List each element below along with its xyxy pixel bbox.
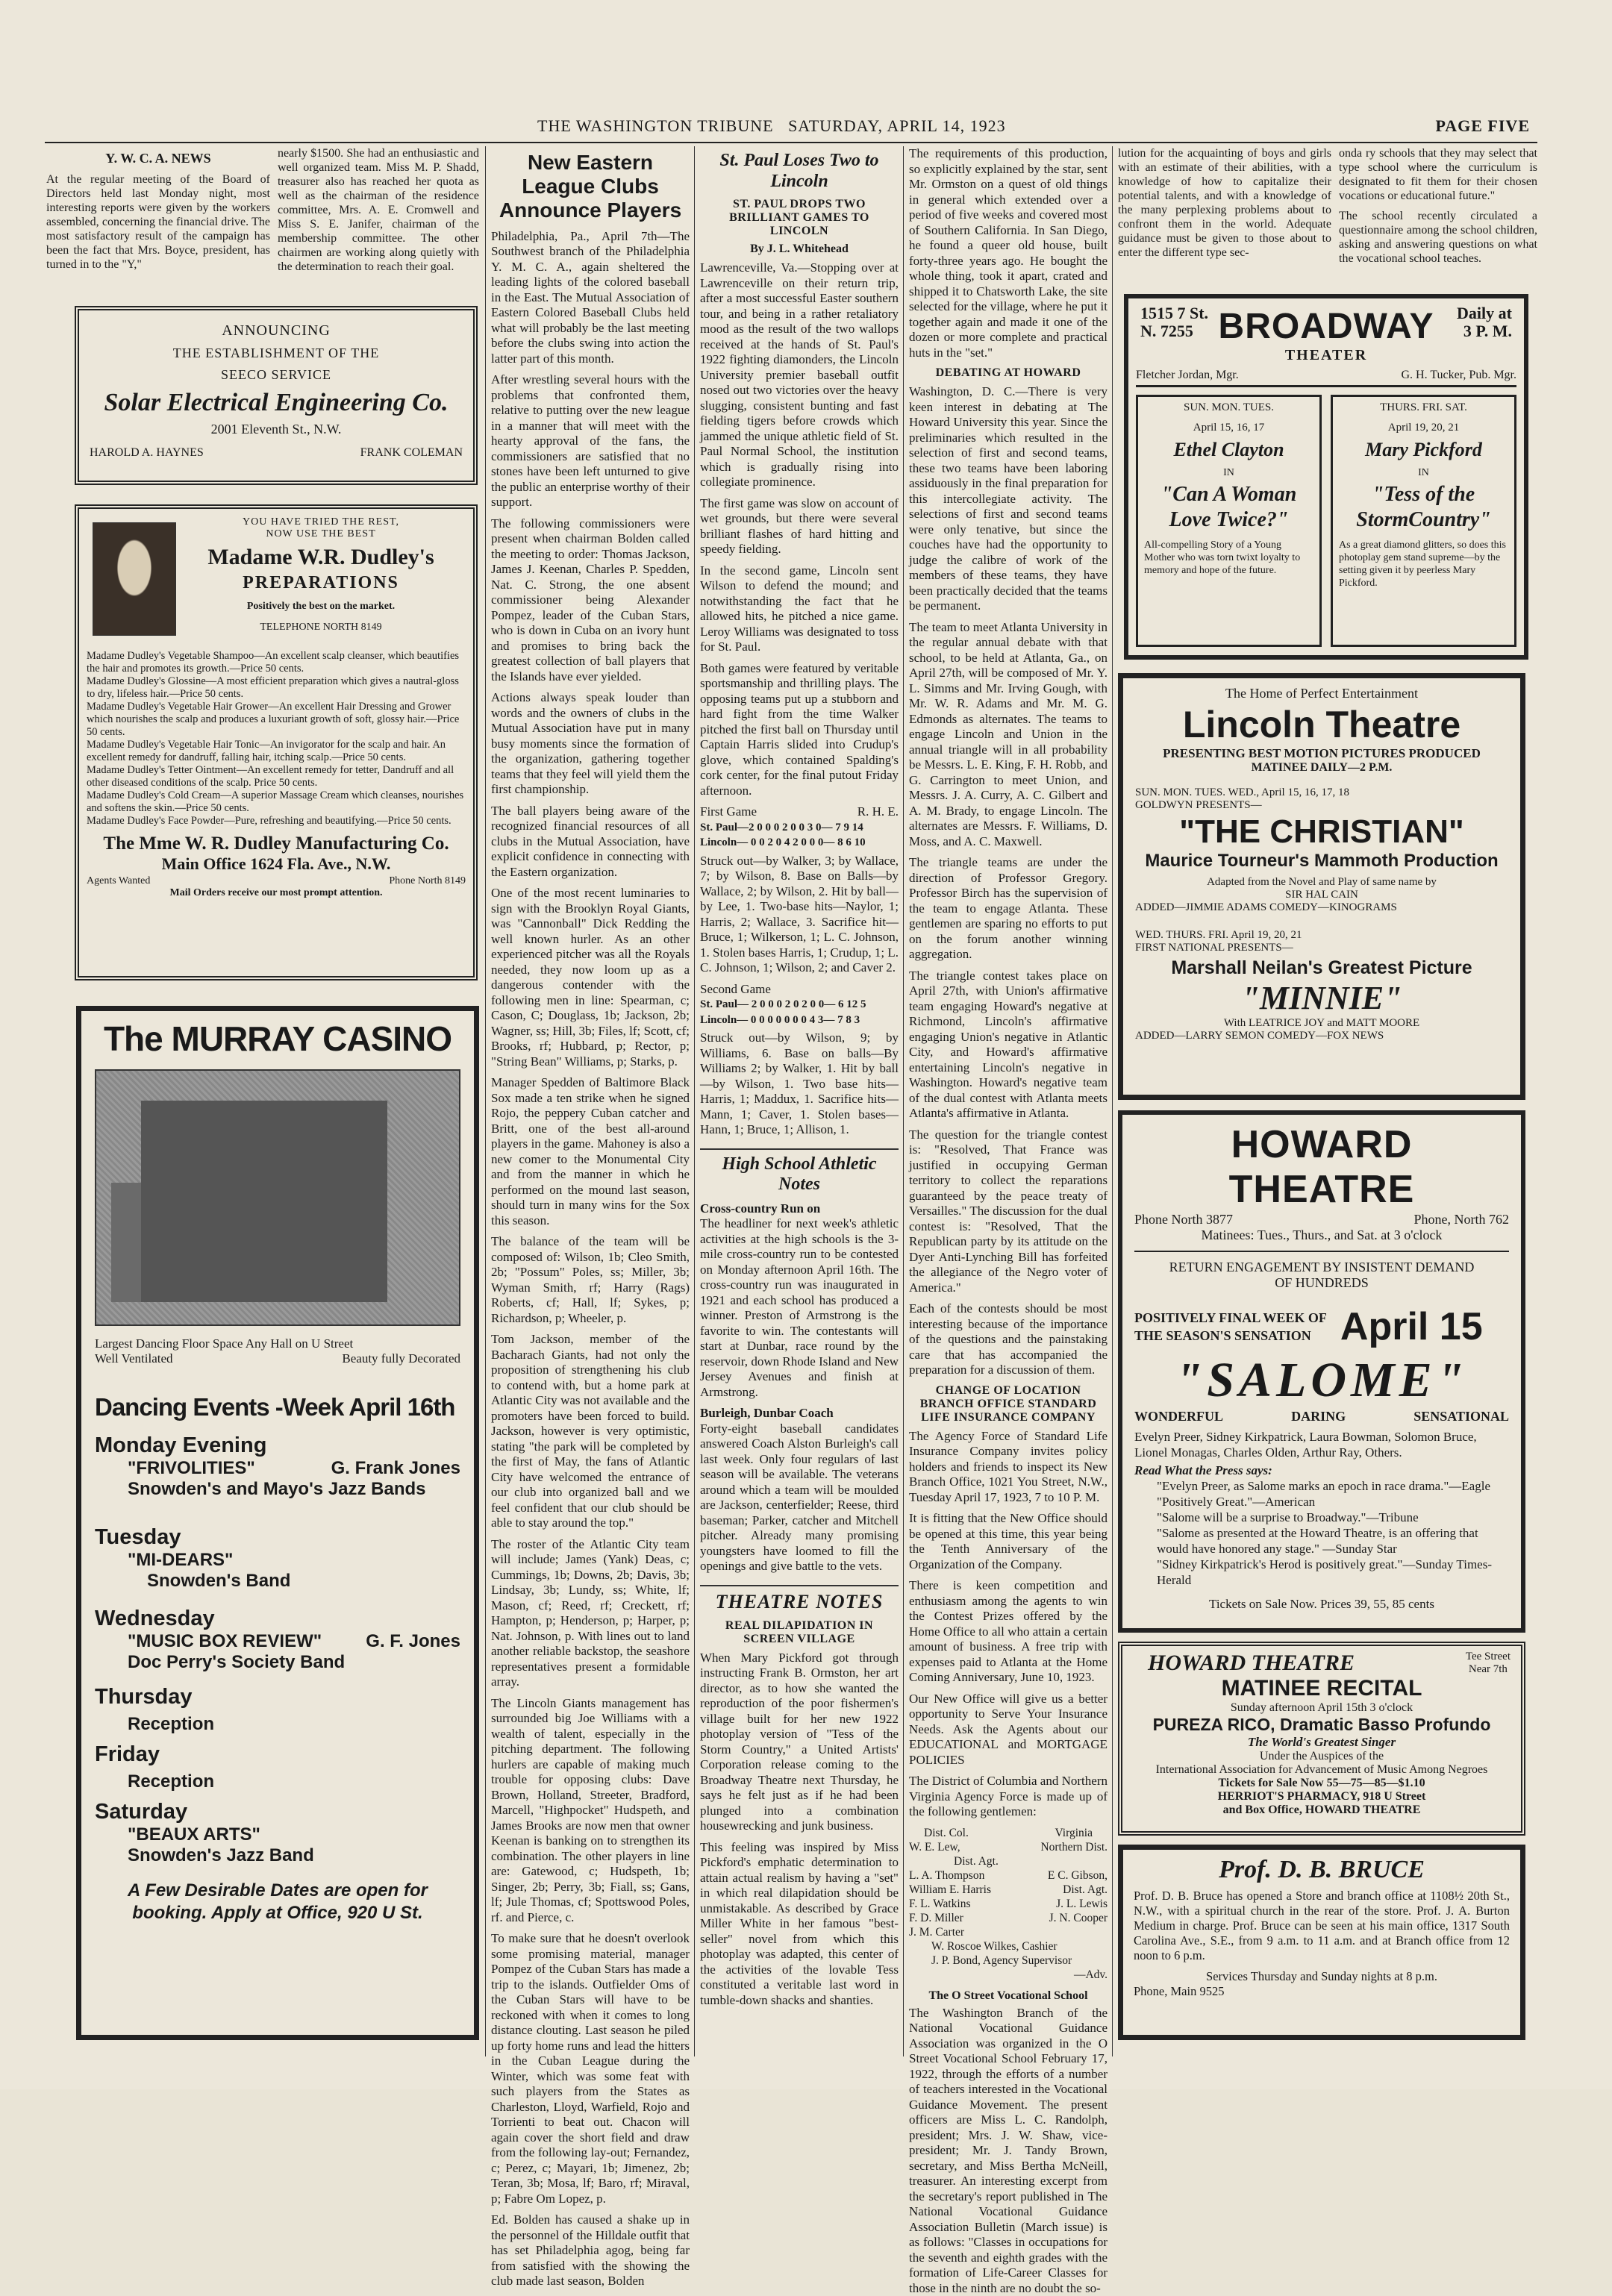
howard-quotes [1134, 1478, 1509, 1588]
event-host: G. Frank Jones [331, 1458, 460, 1479]
address-line: 1515 7 St. [1140, 304, 1208, 322]
rhe-label: R. H. E. [857, 804, 899, 820]
bill-right [1331, 395, 1516, 647]
vocational-paragraph: The school recently circulated a questionnaire among the school children, asking and answering questions on what the vocational school teaches. [1339, 209, 1537, 266]
howard-tickets: Tickets on Sale Now. Prices 39, 55, 85 cents [1134, 1597, 1509, 1612]
location-line: Tee Street [1466, 1651, 1511, 1663]
lincoln-film: "THE CHRISTIAN" [1135, 813, 1508, 851]
bruce-paragraph: Prof. D. B. Bruce has opened a Store and branch office at 1108½ 20th St., N.W., with a spiritual church in the rear of the store. Prof. J. A. Burton Medium in charge. Prof. Bruce can be seen at his main office, 1317 South Carolina Ave., S.E., from 9 a.m. to 11 a.m. and at Branch office from 12 noon to 6 p.m. [1134, 1889, 1510, 1963]
lincoln-added: ADDED—JIMMIE ADAMS COMEDY—KINOGRAMS [1135, 901, 1508, 914]
league-paragraph: The roster of the Atlantic City team will include; James (Yank) Deas, c; Cummings, 1b; Downs, 2b; Davis, 3b; Lindsay, 3b; Lundy, ss; White, lf; Mason, cf; Reed, rf; Creckett, rf; Hampton, p; Henderson, p; Harper, p; Nat. Johnson, p. With lines out to land another reliable backstop, the seashore representatives present a formidable array. [491, 1537, 690, 1690]
murray-caption: Beauty fully Decorated [342, 1351, 460, 1366]
insurance-paragraph: It is fitting that the New Office should be opened at this time, this year being the Tenth Anniversary of the Organization of the Company. [909, 1511, 1108, 1572]
debate-column [909, 146, 1108, 2056]
recital-theatre: HOWARD THEATRE [1133, 1651, 1355, 1676]
agent-name: William E. Harris [909, 1883, 991, 1897]
broadway-address [1140, 304, 1208, 340]
event-day: Monday Evening [95, 1433, 460, 1458]
event-day: Thursday [95, 1685, 460, 1710]
box-score-summary: Struck out—by Wilson, 9; by Williams, 6. Base on balls—By Williams 2; by Walker, 1. Hit by ball—by Wilson, 1. Two base hits—Harris, 1; Maddux, 1. Sacrifice hits—Mann, 1; Caver, 1. Stolen bases—Hann, 1; Bruce, 1; Allison, 1. [700, 1030, 899, 1138]
bill-film: "Can A Woman Love Twice?" [1144, 482, 1313, 533]
stpaul-headline: St. Paul Loses Two to Lincoln [700, 151, 899, 192]
agent-name: W. Roscoe Wilkes, Cashier [909, 1939, 1108, 1954]
howard-film: "SALOME" [1134, 1352, 1509, 1409]
dudley-agents: Agents Wanted [87, 875, 150, 887]
howard-theatre-ad [1118, 1110, 1525, 1633]
portrait-photo [93, 522, 176, 636]
agent-name: W. E. Lew, [909, 1840, 960, 1854]
lincoln-author: SIR HAL CAIN [1135, 889, 1508, 901]
dudley-name: Madame W.R. Dudley's [176, 545, 466, 570]
howard-press-intro: Read What the Press says: [1134, 1463, 1509, 1478]
agent-name: F. L. Watkins [909, 1897, 970, 1911]
manager: Fletcher Jordan, Mgr. [1136, 369, 1239, 382]
divider [1134, 1251, 1509, 1252]
insurance-headline: CHANGE OF LOCATION BRANCH OFFICE STANDARD LIFE INSURANCE COMPANY [909, 1384, 1108, 1424]
event-title: "MI-DEARS" [95, 1550, 460, 1571]
ywca-news-left [46, 146, 270, 295]
column-rule [694, 146, 695, 2056]
divider [700, 1148, 899, 1150]
box-score-summary: Struck out—by Walker, 3; by Wallace, 7; by Wilson, 8. Base on Balls—by Wallace, 2; by Wilson, 2. Hit by ball—by Lee, 1. Two-base hits—Naylor, 1; Harris, 2; Wallace, 3. Sacrifice hit—Bruce, 1; Wilkerson, 1; L. C. Johnson, 1. Stolen bases Harris, 1; Crudup, 1; L. C. Johnson, 1; Wilson, 2; and Caver 2. [700, 854, 899, 976]
agent-name: L. A. Thompson [909, 1868, 984, 1883]
masthead-line: THE WASHINGTON TRIBUNE SATURDAY, APRIL 14, 1923 [537, 116, 1006, 136]
stpaul-paragraph: Both games were featured by veritable sportsmanship and thrilling plays. The opposing teams put up a stubborn and hard fight from the time Walker pitched the first ball on Thursday until Captain Harris slided into Crudup's glove, which contained Spalding's cork center, for the final putout Friday afternoon. [700, 661, 899, 799]
adjective: DARING [1291, 1409, 1346, 1424]
dudley-tagline: NOW USE THE BEST [176, 528, 466, 540]
roster-row [909, 1826, 1108, 1840]
press-quote: "Salome as presented at the Howard Theatre, is an offering that would have honored any stage." —Sunday Star [1157, 1525, 1509, 1557]
theatre-notes-headline: THEATRE NOTES [700, 1591, 899, 1613]
page-header [45, 112, 1537, 143]
dudley-telephone: TELEPHONE NORTH 8149 [176, 622, 466, 634]
stpaul-paragraph: The first game was slow on account of wet grounds, but there were several brilliant flashes of hard hitting and speedy fielding. [700, 496, 899, 557]
roster-row [909, 1897, 1108, 1911]
lincoln-added: ADDED—LARRY SEMON COMEDY—FOX NEWS [1135, 1030, 1508, 1042]
event-title: "MUSIC BOX REVIEW" [128, 1631, 322, 1652]
insurance-paragraph: There is keen competition and enthusiasm among the agents to win the Contest Prizes offered by the Home Office to all who attain a certain amount of business. A free trip with expenses paid to Atlanta at the Home Coming Anniversary, June 10, 1923. [909, 1578, 1108, 1686]
recital-tickets: Tickets for Sale Now 55—75—85—$1.10 [1133, 1777, 1511, 1790]
event-host: G. F. Jones [366, 1631, 460, 1652]
event-row [95, 1458, 460, 1479]
league-paragraph: The ball players being aware of the recognized financial resources of all clubs in the Mutual Association, have explicit confidence in connecting with the Eastern organization. [491, 804, 690, 880]
howard-final [1134, 1309, 1327, 1345]
location-line: Near 7th [1466, 1663, 1511, 1676]
dudley-product: Madame Dudley's Glossine—A most efficient preparation which gives a nautral-gloss to dry, lifeless hair.—Price 50 cents. [87, 675, 466, 701]
bruce-services: Services Thursday and Sunday nights at 8 p.m. [1134, 1969, 1510, 1984]
press-quote: "Salome will be a surprise to Broadway."—Tribune [1157, 1510, 1509, 1525]
howard-matinees: Matinees: Tues., Thurs., and Sat. at 3 o'clock [1134, 1227, 1509, 1243]
lincoln-first-national: FIRST NATIONAL PRESENTS— [1135, 942, 1508, 954]
league-paragraph: Tom Jackson, member of the Bacharach Giants, had not only the proposition of strengthening his club to contend with, but a home park at Atlantic City was not available and the promoters have been forced to build. Jackson, however is very optimistic, stating "the park will be completed by the first of May, the fans of Atlantic City have welcomed the entrance of our club into organized ball and we feel confident that our club should be able to stay around the top." [491, 1332, 690, 1531]
bruce-ad [1118, 1845, 1525, 2040]
event-band: Snowden's Jazz Band [95, 1845, 460, 1866]
event-band: Snowden's Band [95, 1571, 460, 1592]
bill-in: IN [1144, 467, 1313, 479]
vocational-continued-left [1118, 146, 1331, 295]
adv-mark: —Adv. [909, 1968, 1108, 1982]
ywca-paragraph: At the regular meeting of the Board of Directors held last Monday night, most interesting reports were given by the workers assembled, concerning the financial drive. The most satisfactory result of the campaign has been the fact that Mrs. Boyce, president, has turned in to the "Y," [46, 172, 270, 272]
hs-headline: High School Athletic Notes [700, 1154, 899, 1195]
seeco-ad [75, 306, 478, 485]
murray-caption: Largest Dancing Floor Space Any Hall on U Street [95, 1336, 460, 1351]
insurance-paragraph: The Agency Force of Standard Life Insurance Company invites policy holders and friends to inspect its New Branch Office, 1021 You Street, N.W., Tuesday April 17, 1923, 7 to 10 P. M. [909, 1429, 1108, 1506]
insurance-paragraph: The District of Columbia and Northern Virginia Agency Force is made up of the following gentlemen: [909, 1774, 1108, 1820]
event-title: "FRIVOLITIES" [128, 1458, 255, 1479]
agent-title: Dist. Agt. [909, 1854, 1108, 1868]
adjective: SENSATIONAL [1413, 1409, 1509, 1424]
lincoln-matinee: MATINEE DAILY—2 P.M. [1135, 761, 1508, 775]
league-paragraph: Philadelphia, Pa., April 7th—The Southwest branch of the Philadelphia Y. M. C. A., again sheltered the leading lights of the colored baseball in the East. The Mutual Association of Eastern Colored Baseball Clubs held what will probably be the last meeting before the clubs swing into action the latter part of this month. [491, 229, 690, 367]
league-paragraph: The balance of the team will be composed of: Wilson, 1b; Cleo Smith, 2b; "Possum" Poles, ss; Miller, 3b; Wyman Smith, rf; Harry (Rags) Roberts, cf; Hall, lf; Sykes, p; Richardson, p; Wheeler, p. [491, 1234, 690, 1326]
agency-roster [909, 1826, 1108, 1982]
dudley-product: Madame Dudley's Vegetable Hair Grower—An excellent Hair Dressing and Grower which nourishes the scalp and produces a luxuriant growth of soft, glossy hair.—Price 50 cents. [87, 701, 466, 739]
murray-caption: Well Ventilated [95, 1351, 173, 1366]
event-title: Reception [95, 1714, 460, 1735]
box-score-header [700, 804, 899, 820]
dudley-product: Madame Dudley's Cold Cream—A superior Massage Cream which cleanses, nourishes and softens the skin.—Price 50 cents. [87, 789, 466, 815]
recital-under: Under the Auspices of the [1133, 1750, 1511, 1763]
league-paragraph: One of the most recent luminaries to sign with the Brooklyn Royal Giants, was "Cannonball" Dick Redding the well known hurler. As an other experienced pitcher was all the Royals needed, they now loom up as a dangerous contender with the following men in line: Spearman, c; Cason, C; Douglass, 1b; Jackson, 2b; Wagner, ss; Hill, 3b; Files, lf; Scott, cf; Brooks, rf; Hubbard, p; Rector, p; "String Bean" Williams, p; Starks, p. [491, 886, 690, 1069]
box-score-line: Lincoln— 0 0 2 0 4 2 0 0 0— 8 6 10 [700, 835, 899, 851]
lincoln-name: Lincoln Theatre [1135, 703, 1508, 746]
bill-in: IN [1339, 467, 1508, 479]
lincoln-cast: With LEATRICE JOY and MATT MOORE [1135, 1017, 1508, 1030]
recital-pharmacy: HERRIOT'S PHARMACY, 918 U Street [1133, 1790, 1511, 1804]
debate-paragraph: Washington, D. C.—There is very keen interest in debating at The Howard University this year. Since the preliminaries which resulted in the selection of first and second teams, these two teams have been laboring assiduously in the final preparation for this intercollegiate activity. The selections of first and second teams were only tenative, but since the couches have had the opportunity to judge the calibre of work of the members of these teams, they have been practically decided that the teams be permanent. [909, 384, 1108, 614]
agent-name: E C. Gibson, [1048, 1868, 1108, 1883]
lincoln-goldwyn: GOLDWYN PRESENTS— [1135, 799, 1508, 812]
event-day: Friday [95, 1742, 460, 1767]
roster-row [909, 1883, 1108, 1897]
event-day: Wednesday [95, 1607, 460, 1631]
broadway-sub: THEATER [1136, 347, 1516, 364]
lincoln-days: SUN. MON. TUES. WED., April 15, 16, 17, 18 [1135, 786, 1508, 799]
dudley-company: The Mme W. R. Dudley Manufacturing Co. [87, 833, 466, 854]
bill-star: Mary Pickford [1339, 439, 1508, 461]
lincoln-neilan: Marshall Neilan's Greatest Picture [1135, 957, 1508, 979]
dudley-product: Madame Dudley's Vegetable Shampoo—An excellent scalp cleanser, which beautifies the hair and promotes its growth.—Price 50 cents. [87, 650, 466, 675]
vocational-headline: The O Street Vocational School [909, 1989, 1108, 2003]
event-band: Snowden's and Mayo's Jazz Bands [95, 1479, 460, 1500]
dudley-heading [176, 516, 466, 634]
ywca-paragraph: nearly $1500. She had an enthusiastic and well organized team. Miss M. P. Shadd, treasurer also has reached her quota as well as the chairman of the residence committee, Mrs. A. E. Cromwell and Miss S. E. Janifer, chairman of the membership committee. The other chairmen are working along quietly with the determination to reach their goal. [278, 146, 479, 274]
dudley-mail: Mail Orders receive our most prompt attention. [87, 887, 466, 899]
debate-paragraph: The triangle teams are under the direction of Professor Gregory. Professor Birch has the supervision of the team to engage Atlanta. These gentlemen are sparing no efforts to put on the forum another winning aggregation. [909, 855, 1108, 963]
seeco-address: 2001 Eleventh St., N.W. [90, 422, 463, 437]
murray-casino-ad [76, 1006, 479, 2040]
agent-title: Dist. Agt. [1063, 1883, 1108, 1897]
lincoln-adapted: Adapted from the Novel and Play of same name by [1135, 876, 1508, 889]
league-headline: New Eastern League Clubs Announce Players [491, 151, 690, 223]
bill-dates: April 19, 20, 21 [1339, 422, 1508, 434]
press-quote: "Sidney Kirkpatrick's Herod is positively great."—Sunday Times-Herald [1157, 1557, 1509, 1588]
insurance-paragraph: Our New Office will give us a better opportunity to Serve Your Insurance Needs. Ask the Agents about our EDUCATIONAL and MORTGAGE POLICIES [909, 1692, 1108, 1768]
broadway-ad [1124, 294, 1528, 660]
building-shape [141, 1101, 387, 1302]
broadway-name: BROADWAY [1136, 306, 1516, 347]
bill-days: SUN. MON. TUES. [1144, 401, 1313, 414]
debate-paragraph: The triangle contest takes place on April 27th, with Union's affirmative team engaging Howard's negative at Richmond, Lincoln's affirmative engaging Union's negative in Atlantic City, and Howard's affirmative entertaining Lincoln's negative in Washington. Howard's negative team of the dual contest with Atlanta meets Atlanta's affirmative in Atlanta. [909, 969, 1108, 1122]
howard-return: OF HUNDREDS [1134, 1275, 1509, 1291]
debate-headline: DEBATING AT HOWARD [909, 366, 1108, 380]
recital-singer: PUREZA RICO, Dramatic Basso Profundo [1133, 1715, 1511, 1735]
roster-row [909, 1868, 1108, 1883]
agent-name: J. N. Cooper [1049, 1911, 1108, 1925]
event-row [95, 1631, 460, 1652]
seeco-owner: FRANK COLEMAN [360, 446, 463, 460]
dudley-footer [87, 875, 466, 887]
stpaul-byline: By J. L. Whitehead [700, 243, 899, 256]
page-number: PAGE FIVE [1435, 116, 1530, 136]
bill-dates: April 15, 16, 17 [1144, 422, 1313, 434]
showtime-line: Daily at [1457, 304, 1512, 322]
adjective: WONDERFUL [1134, 1409, 1223, 1424]
howard-phone: Phone North 3877 [1134, 1212, 1233, 1227]
roster-row [909, 1840, 1108, 1854]
bruce-name: Prof. D. B. BRUCE [1134, 1856, 1510, 1884]
hs-subhead: Cross-country Run on [700, 1201, 899, 1217]
theatre-paragraph: This feeling was inspired by Miss Pickford's emphatic determination to attain actual realism by having a "set" in which real dilapidation should be unmistakable. As described by Grace Miller White in her famous "best-seller" novel from which this photoplay was adapted, this center of the activities of the lovable Tess constituted a veritable last word in tumble-down shacks and shanties. [700, 1840, 899, 2009]
stpaul-paragraph: In the second game, Lincoln sent Wilson to defend the mound; and notwithstanding the fact that he allowed hits, he pitched a nice game. Leroy Williams was designated to toss for St. Paul. [700, 563, 899, 655]
murray-booking: A Few Desirable Dates are open for booking. Apply at Office, 920 U St. [95, 1880, 460, 1924]
ywca-title: Y. W. C. A. NEWS [46, 151, 270, 166]
manager: G. H. Tucker, Pub. Mgr. [1402, 369, 1517, 382]
league-paragraph: After wrestling several hours with the problems that confronted them, relative to putting over the new league in a manner that will meet with the hearty approval of the fans, the commissioners are satisfied that no stones have been left unturned to give the public an enterprise worthy of their support. [491, 372, 690, 510]
hs-subhead: Burleigh, Dunbar Coach [700, 1406, 899, 1421]
eastern-league-article [491, 146, 690, 2056]
divider [700, 1585, 899, 1586]
event-day: Tuesday [95, 1525, 460, 1550]
dudley-office: Main Office 1624 Fla. Ave., N.W. [87, 854, 466, 874]
debate-paragraph: The question for the triangle contest is: "Resolved, That France was justified in occupying German territory to collect the reparations guaranteed by the peace treaty of Versailles." The discussion for the dual contest is: "Resolved, That the Republican party by its attitude on the Dyer Anti-Lynching Bill has forfeited the allegiance of the Negro voter of America." [909, 1127, 1108, 1296]
broadway-bill [1136, 395, 1516, 647]
broadway-showtime [1457, 304, 1512, 340]
game-label: Second Game [700, 982, 899, 998]
address-line: N. 7255 [1140, 322, 1208, 340]
game-label: First Game [700, 804, 757, 820]
recital-boxoffice: and Box Office, HOWARD THEATRE [1133, 1804, 1511, 1817]
broadway-managers [1136, 369, 1516, 387]
hs-paragraph: Forty-eight baseball candidates answered Coach Alston Burleigh's call last week. Only four regulars of last season will be available. The veterans around which a team will be moulded are Jackson, centerfielder; Reese, third baseman; Parker, catcher and Mitchell pitcher. Already many promising youngsters have loomed to fill the openings and give battle to the vets. [700, 1421, 899, 1574]
murray-events-title: Dancing Events -Week April 16th [95, 1393, 460, 1421]
dudley-product: Madame Dudley's Vegetable Hair Tonic—An invigorator for the scalp and hair. An excellent remedy for dandruff, falling hair, itching scalp.—Price 50 cents. [87, 739, 466, 764]
seeco-company-name: Solar Electrical Engineering Co. [90, 389, 463, 417]
agent-title: Northern Dist. [1040, 1840, 1108, 1854]
howard-name: HOWARD THEATRE [1134, 1122, 1509, 1212]
bill-description: All-compelling Story of a Young Mother who was torn twixt loyalty to memory and hope of the future. [1144, 539, 1313, 577]
seeco-service: SEECO SERVICE [90, 367, 463, 383]
league-paragraph: The Lincoln Giants management has surrounded big Joe Williams with a wealth of talent, especially in the pitching department. The following hurlers are capable of making much trouble for opposing clubs: Dave Brown, Holland, Streeter, Bradford, Marcell, "Highpocket" Hudspeth, and James Brooks are now men that owner Keenan is banking on to strengthen its combination. The other players in line are: Gatewood, c; Hudspeth, 1b; Singer, 2b; Perry, 3b; Fiall, ss; Gans, lf; Jule Thomas, cf; Spottswood Poles, rf. and Pierce, c. [491, 1696, 690, 1926]
howard-adjectives [1134, 1409, 1509, 1424]
building-shape [111, 1183, 141, 1302]
recital-title: MATINEE RECITAL [1133, 1676, 1511, 1701]
league-paragraph: The following commissioners were present when chairman Bolden called the meeting to order: Thomas Jackson, James J. Keenan, Charles P. Spedden, Nat. C. Strong, the one absent commissioner being Alexander Pompez, leader of the Cuban Stars, who is down in Cuba on an ivory hunt and promises to bring back the greatest collection of ball players that the Islands have ever yielded. [491, 516, 690, 685]
lincoln-film: "MINNIE" [1135, 979, 1508, 1017]
agent-name: J. L. Lewis [1056, 1897, 1108, 1911]
lincoln-presenting: PRESENTING BEST MOTION PICTURES PRODUCED [1135, 746, 1508, 761]
press-quote: "Evelyn Preer, as Salome marks an epoch in race drama."—Eagle [1157, 1478, 1509, 1494]
event-title: "BEAUX ARTS" [95, 1824, 460, 1845]
howard-date: April 15 [1340, 1304, 1483, 1349]
column-rule [1112, 146, 1113, 2056]
event-day: Saturday [95, 1800, 460, 1824]
stpaul-paragraph: Lawrenceville, Va.—Stopping over at Lawrenceville on their return trip, after a most successful Easter southern tour, and being in a rather retaliatory mood as the result of the two wallops received at the hands of St. Paul's 1922 fighting diamonders, the Lincoln University premier baseball outfit nosed out two victories over the heavy slugging, consistent bunting and fast fielding tigers before crowds which jammed the unique athletic field of St. Paul Normal School, the institution which is gradually rising into collegiate prominence. [700, 260, 899, 490]
howard-cast: Evelyn Preer, Sidney Kirkpatrick, Laura Bowman, Solomon Bruce, Lionel Monagas, Charles Olden, Arthur Ray, Others. [1134, 1429, 1509, 1460]
lincoln-production: Maurice Tourneur's Mammoth Production [1135, 851, 1508, 872]
dudley-product-list [87, 650, 466, 828]
box-score-line: St. Paul— 2 0 0 0 2 0 2 0 0— 6 12 5 [700, 997, 899, 1013]
howard-phones [1134, 1212, 1509, 1227]
event-title: Reception [95, 1771, 460, 1792]
column-rule [485, 146, 486, 2056]
lincoln-days: WED. THURS. FRI. April 19, 20, 21 [1135, 929, 1508, 942]
league-paragraph: To make sure that he doesn't overlook some promising material, manager Pompez of the Cuban Stars has made a trip to the islands. Outfielder Oms of the Cuban Stars will have to be reckoned with when it comes to long distance clouting. Last season he piled up forty home runs and lead the hitters in the Cuban League during the Winter, which was some feat with such players from the States as Charleston, Lloyd, Warfield, Rojo and Torrienti to beat out. Chacon will again cover the short field and draw from the following lay-out; Fernandez, c; Perez, c; Mayari, 1b; Jimenez, 2b; Teran, 3b; Mosa, lf; Baro, rf; Miraval, p; Fabre Om Lopez, p. [491, 1931, 690, 2206]
seeco-line: THE ESTABLISHMENT OF THE [90, 345, 463, 361]
league-paragraph: Manager Spedden of Baltimore Black Sox made a ten strike when he signed Rojo, the peppery Cuban catcher and Britt, one of the best all-around players in the game. Mahoney is also a new comer to the Monumental City and from the manner in which he performed on the mound last season, should turn in many wins for the Sox this season. [491, 1075, 690, 1228]
seeco-owner: HAROLD A. HAYNES [90, 446, 204, 460]
dudley-tagline: YOU HAVE TRIED THE REST, [176, 516, 466, 528]
dudley-preparations: PREPARATIONS [176, 573, 466, 593]
debate-paragraph: Each of the contests should be most interesting because of the importance of the questions and the painstaking care that has accompanied the preparation for a discussion of them. [909, 1301, 1108, 1378]
final-line: POSITIVELY FINAL WEEK OF [1134, 1309, 1327, 1327]
ywca-news-right [278, 146, 479, 295]
final-line: THE SEASON'S SENSATION [1134, 1327, 1327, 1345]
bill-film: "Tess of the StormCountry" [1339, 482, 1508, 533]
howard-phone: Phone, North 762 [1414, 1212, 1510, 1227]
bill-left [1136, 395, 1322, 647]
vocational-continued-right [1339, 146, 1537, 295]
theatre-paragraph: The requirements of this production, so explicitly explained by the star, sent Mr. Ormston on a quest of old things in general which extended over a period of five weeks and covered most of Southern California. In San Diego, he found a queer old house, built forty-three years ago. He bought the whole thing, took it apart, crated and shipped it to Chatsworth Lake, the site selected for the village, where he put it together again and made it one of the dozen or more complete and practical huts in the "set." [909, 146, 1108, 360]
box-score-line: St. Paul—2 0 0 0 2 0 0 3 0— 7 9 14 [700, 820, 899, 836]
recital-when: Sunday afternoon April 15th 3 o'clock [1133, 1701, 1511, 1715]
stpaul-subhead: ST. PAUL DROPS TWO BRILLIANT GAMES TO LINCOLN [700, 198, 899, 238]
column-rule [903, 146, 904, 2056]
theatre-paragraph: When Mary Pickford got through instructing Frank B. Ormston, her art director, as to how she wanted the reproduction of the poor fishermen's village built for her new 1922 photoplay version of "Tess of the Storm Country," a United Artists' Corporation release coming to the Broadway Theatre next Thursday, he says he felt just as if he had been plunged into a combination housewrecking and junk business. [700, 1651, 899, 1834]
seeco-owners [90, 446, 463, 460]
showtime-line: 3 P. M. [1457, 322, 1512, 340]
debate-paragraph: The team to meet Atlanta University in the regular annual debate with that school, to be held at Atlanta, Ga., on April 27th, will be composed of Mr. Y. L. Simms and Mr. Irving Gough, with Mr. W. R. Adams and Mr. M. G. Edmonds as alternates. The teams to engage Lincoln and Union in the annual triangle will in all probability be Messrs. L. E. King, F. H. Robb, and G. Carrington to meet Union, and Messrs. J. A. Curry, A. C. Gilbert and A. M. Brady, to engage Lincoln. The alternates are Messrs. F. Williams, D. Moss, and A. C. Maxwell. [909, 620, 1108, 850]
agent-name: F. D. Miller [909, 1911, 963, 1925]
box-score-line: Lincoln— 0 0 0 0 0 0 0 4 3— 7 8 3 [700, 1013, 899, 1028]
building-photo [95, 1069, 460, 1326]
event-band: Doc Perry's Society Band [95, 1652, 460, 1673]
roster-row [909, 1911, 1108, 1925]
sports-column [700, 146, 899, 2056]
bill-star: Ethel Clayton [1144, 439, 1313, 461]
vocational-paragraph: The Washington Branch of the National Vocational Guidance Association was organized in the O Street Vocational School February 17, 1922, through the efforts of a number of teachers interested in the Vocational Guidance Movement. The present officers are Miss L. C. Randolph, president; Mrs. J. W. Shaw, vice-president; Mr. J. Tandy Brown, secretary, and Miss Bertha McNeill, treasurer. An interesting excerpt from the secretary's report published in The National Vocational Guidance Association Bulletin (March issue) is as follows: "Classes in occupations for the seventh and eighth grades with the formation of Life-Career Classes for those in the ninth are no doubt the so- [909, 2006, 1108, 2296]
league-paragraph: Ed. Bolden has caused a shake up in the personnel of the Hilldale outfit that has set Philadelphia agog, being far from satisfied with the showing the club made last season, Bolden [491, 2212, 690, 2289]
bill-days: THURS. FRI. SAT. [1339, 401, 1508, 414]
theatre-subhead: REAL DILAPIDATION IN SCREEN VILLAGE [700, 1619, 899, 1646]
agent-name: J. P. Bond, Agency Supervisor [909, 1954, 1108, 1968]
hs-paragraph: The headliner for next week's athletic activities at the high schools is the 3-mile cross-country run to be contested on Monday afternoon April 16th. The cross-country run was inaugurated in 1921 and each school has produced a winner. Preston of Armstrong is the favorite to win. The contestants will start at Dunbar, race round by the reservoir, down Rhode Island and New Jersey Avenues and finish at Armstrong. [700, 1216, 899, 1400]
roster-heading: Virginia [1055, 1826, 1093, 1840]
roster-heading: Dist. Col. [924, 1826, 969, 1840]
seeco-announcing: ANNOUNCING [90, 322, 463, 340]
vocational-paragraph: onda ry schools that they may select that type school where the curriculum is designated to fit them for their chosen vocations or educational future." [1339, 146, 1537, 203]
recital-association: International Association for Advancement of Music Among Negroes [1133, 1763, 1511, 1777]
dudley-product: Madame Dudley's Face Powder—Pure, refreshing and beautifying.—Price 50 cents. [87, 815, 466, 828]
dudley-best: Positively the best on the market. [176, 601, 466, 613]
press-quote: "Positively Great."—American [1157, 1494, 1509, 1510]
recital-worlds: The World's Greatest Singer [1133, 1735, 1511, 1750]
dudley-ad [75, 504, 478, 980]
bruce-phone: Phone, Main 9525 [1134, 1984, 1510, 1999]
murray-title: The MURRAY CASINO [95, 1019, 460, 1059]
howard-final-week [1134, 1304, 1509, 1349]
recital-header [1133, 1651, 1511, 1676]
league-paragraph: Actions always speak louder than words and the owners of clubs in the Mutual Association have put in many busy moments since the formation of the organization, gathering together teams that they feel will yield them the first championship. [491, 690, 690, 798]
howard-return: RETURN ENGAGEMENT BY INSISTENT DEMAND [1134, 1260, 1509, 1275]
lincoln-theatre-ad [1118, 673, 1525, 1100]
agent-name: J. M. Carter [909, 1925, 1108, 1939]
recital-ad [1118, 1642, 1525, 1836]
dudley-product: Madame Dudley's Tetter Ointment—An excellent remedy for tetter, Dandruff and all other diseased conditions of the scalp. Price 50 cents. [87, 764, 466, 789]
recital-location [1466, 1651, 1511, 1676]
lincoln-home: The Home of Perfect Entertainment [1135, 686, 1508, 701]
murray-caption-row [95, 1351, 460, 1366]
bill-description: As a great diamond glitters, so does this photoplay gem stand supreme—by the setting given it by peerless Mary Pickford. [1339, 539, 1508, 589]
vocational-paragraph: lution for the acquainting of boys and girls with an estimate of their abilities, with a knowledge of how to capitalize their potential talents, and with a knowledge of the many perplexing problems about to confront them in the world. Adequate guidance must be given to those about to enter the different type sec- [1118, 146, 1331, 260]
dudley-phone: Phone North 8149 [389, 875, 466, 887]
